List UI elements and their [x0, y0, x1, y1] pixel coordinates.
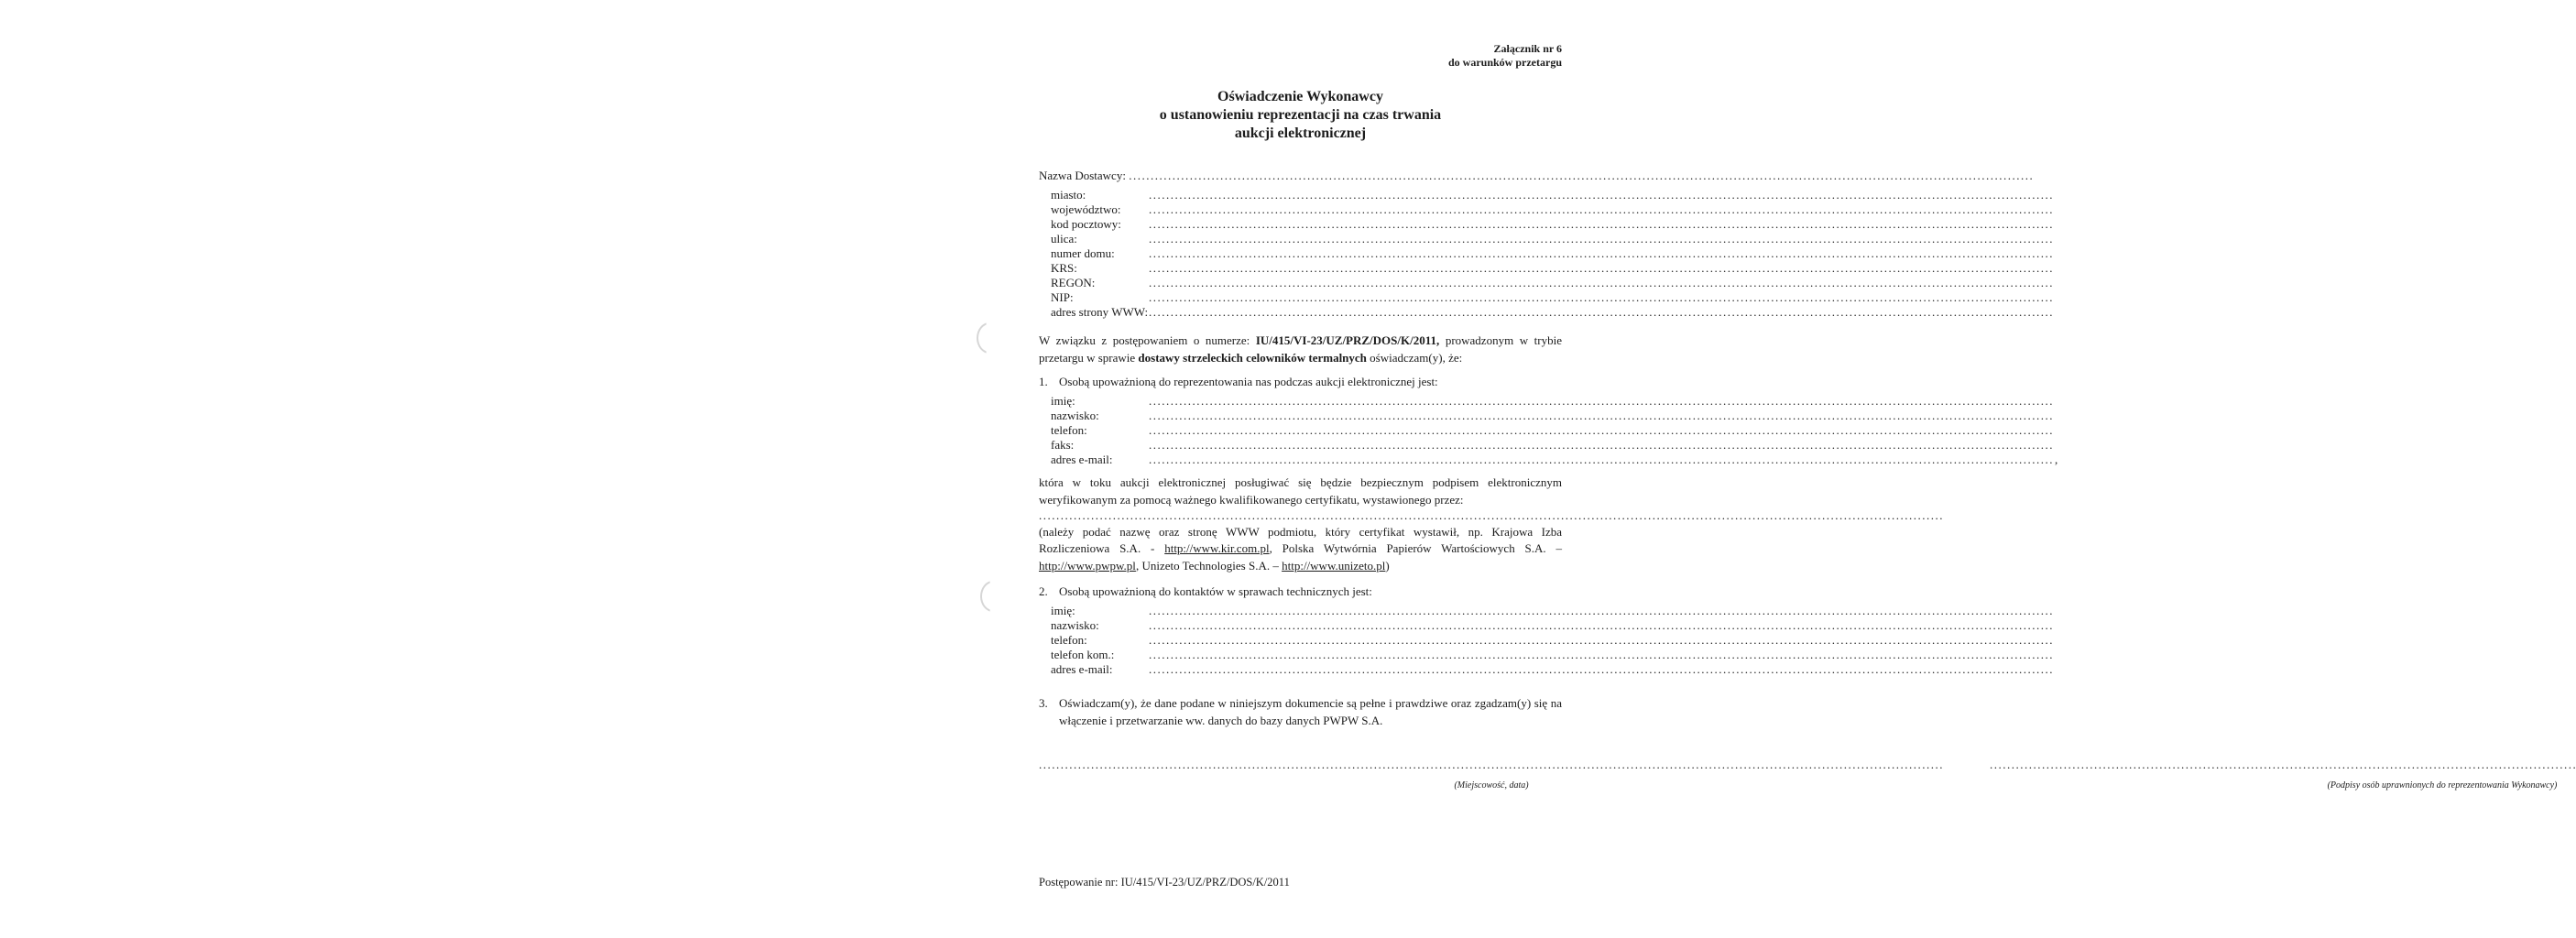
field-label: adres e-mail:: [1051, 662, 1113, 677]
field-blank-line: [1149, 438, 2054, 451]
field-blank-line: [1149, 232, 2054, 245]
item-2: [1039, 584, 1562, 600]
field-blank-line: [1149, 188, 2054, 201]
field-label: REGON:: [1051, 276, 1096, 289]
field-row-wojewodztwo: [1051, 202, 1506, 217]
tender-subject: dostawy strzeleckich celowników termalnych: [1138, 350, 1367, 365]
item-2-text: Osobą upoważnioną do kontaktów w sprawach technicznych jest:: [1059, 584, 1372, 599]
field-row-kod-pocztowy: [1051, 217, 1506, 232]
field-blank-line: [1149, 453, 2054, 465]
field-label: imię:: [1051, 604, 1075, 618]
scan-artifact: [977, 322, 1002, 354]
note-text-1: (należy podać nazwę oraz stronę WWW podmiotu, który certyfikat wystawił, np. Krajowa Izba Rozliczeniowa S.A. -: [1039, 524, 1562, 556]
field-label: adres strony WWW:: [1051, 305, 1149, 319]
intro-text-2: prowadzonym w trybie przetargu w sprawie: [1039, 333, 1562, 365]
document-page: [956, 0, 2558, 938]
document-title: [1039, 88, 1562, 143]
intro-text-1: W związku z postępowaniem o numerze:: [1039, 333, 1256, 347]
field-row-imie: [1051, 604, 1506, 618]
field-blank-line: [1149, 604, 2054, 616]
supplier-name-row: [1039, 168, 1562, 183]
field-blank-line: [1149, 246, 2054, 259]
field-label: miasto:: [1051, 188, 1086, 202]
field-blank-line: [1149, 662, 2054, 675]
place-date-block: [1039, 757, 1944, 791]
kir-link: http://www.kir.com.pl: [1164, 541, 1270, 556]
field-blank-line: [1149, 276, 2054, 289]
field-blank-line: [1149, 648, 2054, 660]
signatures-block: [1990, 757, 2576, 791]
field-label: NIP:: [1051, 290, 1074, 304]
certificate-text: która w toku aukcji elektronicznej posługiwać się będzie bezpiecznym podpisem elektronicznym weryfikowanym za pomocą ważnego kwalifikowanego certyfikatu, wystawionego przez:: [1039, 475, 1562, 507]
certificate-issuer-blank-line: [1039, 508, 1562, 524]
note-text-2: , Polska Wytwórnia Papierów Wartościowych S.A. –: [1269, 541, 1562, 556]
field-blank-line: [1149, 217, 2054, 230]
item-3-number: 3.: [1039, 696, 1048, 711]
item-1-fields: [1051, 394, 2058, 467]
footer-case-number: Postępowanie nr: IU/415/VI-23/UZ/PRZ/DOS/K/2011: [1039, 876, 1290, 889]
attachment-line-1: Załącznik nr 6: [1493, 42, 1562, 55]
unizeto-link: http://www.unizeto.pl: [1282, 558, 1386, 573]
field-row-miasto: [1051, 188, 1506, 202]
signature-section: [1039, 757, 2558, 791]
item-1: [1039, 374, 1562, 390]
field-blank-line: [1149, 202, 2054, 215]
field-label: nazwisko:: [1051, 409, 1099, 422]
field-label: telefon:: [1051, 423, 1087, 437]
field-blank-line: [1149, 618, 2054, 631]
attachment-line-2: do warunków przetargu: [1447, 56, 1562, 69]
intro-text-3: oświadczam(y), że:: [1366, 350, 1463, 365]
field-blank-line: [1149, 305, 2054, 318]
field-row-adres-email: [1051, 453, 2058, 467]
field-row-adres-www: [1051, 305, 1506, 320]
field-row-numer-domu: [1051, 246, 1506, 261]
field-row-telefon: [1051, 633, 1506, 648]
supplier-name-blank-line: [1129, 168, 1356, 180]
field-row-regon: [1051, 276, 1506, 290]
field-label: telefon kom.:: [1051, 648, 1115, 662]
item-3: [1039, 695, 1562, 729]
field-label: adres e-mail:: [1051, 453, 1113, 466]
place-date-label: (Miejscowość, data): [1454, 780, 1529, 791]
field-row-imie: [1051, 394, 1506, 409]
field-row-ulica: [1051, 232, 1506, 246]
title-line-1: Oświadczenie Wykonawcy: [1217, 89, 1383, 104]
field-row-telefon-kom: [1051, 648, 1506, 662]
item-2-number: 2.: [1039, 584, 1048, 599]
pwpw-link: http://www.pwpw.pl: [1039, 558, 1136, 573]
certificate-paragraph: [1039, 474, 1562, 508]
field-label: ulica:: [1051, 232, 1077, 245]
field-blank-line: [1149, 261, 2054, 274]
item-1-text: Osobą upoważnioną do reprezentowania nas podczas aukcji elektronicznej jest:: [1059, 375, 1438, 388]
field-row-nazwisko: [1051, 409, 1506, 423]
field-label: numer domu:: [1051, 246, 1115, 260]
field-row-krs: [1051, 261, 1506, 276]
field-row-nazwisko: [1051, 618, 1506, 633]
email-line-suffix: ,: [2055, 453, 2058, 466]
field-row-telefon: [1051, 423, 1506, 438]
field-label: imię:: [1051, 394, 1075, 408]
supplier-name-label: Nazwa Dostawcy:: [1039, 169, 1126, 182]
signatures-blank-line: [1990, 757, 2576, 772]
note-text-4: ): [1385, 558, 1390, 573]
place-date-blank-line: [1039, 757, 1944, 772]
field-row-nip: [1051, 290, 1506, 305]
field-blank-line: [1149, 290, 2054, 303]
scan-artifact: [980, 581, 1006, 612]
field-label: faks:: [1051, 438, 1075, 452]
field-label: telefon:: [1051, 633, 1087, 648]
field-row-adres-email: [1051, 662, 1506, 677]
item-2-fields: [1051, 604, 1506, 677]
title-line-2: o ustanowieniu reprezentacji na czas trwania: [1159, 107, 1442, 123]
document-content: [1039, 42, 2558, 791]
field-blank-line: [1149, 423, 2054, 436]
field-label: województwo:: [1051, 202, 1121, 216]
item-3-text: Oświadczam(y), że dane podane w niniejszym dokumencie są pełne i prawdziwe oraz zgadzam(y) się na włączenie i przetwarzanie ww. danych do bazy danych PWPW S.A.: [1059, 696, 1562, 727]
attachment-header: [1039, 42, 1562, 70]
field-row-faks: [1051, 438, 1506, 453]
supplier-fields: [1051, 188, 1506, 320]
case-number: IU/415/VI-23/UZ/PRZ/DOS/K/2011,: [1255, 333, 1440, 347]
field-label: nazwisko:: [1051, 618, 1099, 633]
field-label: KRS:: [1051, 261, 1077, 275]
intro-paragraph: [1039, 333, 1562, 366]
item-1-number: 1.: [1039, 375, 1048, 388]
certificate-note: [1039, 524, 1562, 575]
field-label: kod pocztowy:: [1051, 217, 1121, 231]
field-blank-line: [1149, 394, 2054, 407]
signatures-label: (Podpisy osób uprawnionych do reprezentowania Wykonawcy): [2327, 780, 2558, 791]
field-blank-line: [1149, 633, 2054, 646]
note-text-3: , Unizeto Technologies S.A. –: [1135, 558, 1283, 573]
title-line-3: aukcji elektronicznej: [1234, 125, 1367, 141]
field-blank-line: [1149, 409, 2054, 421]
